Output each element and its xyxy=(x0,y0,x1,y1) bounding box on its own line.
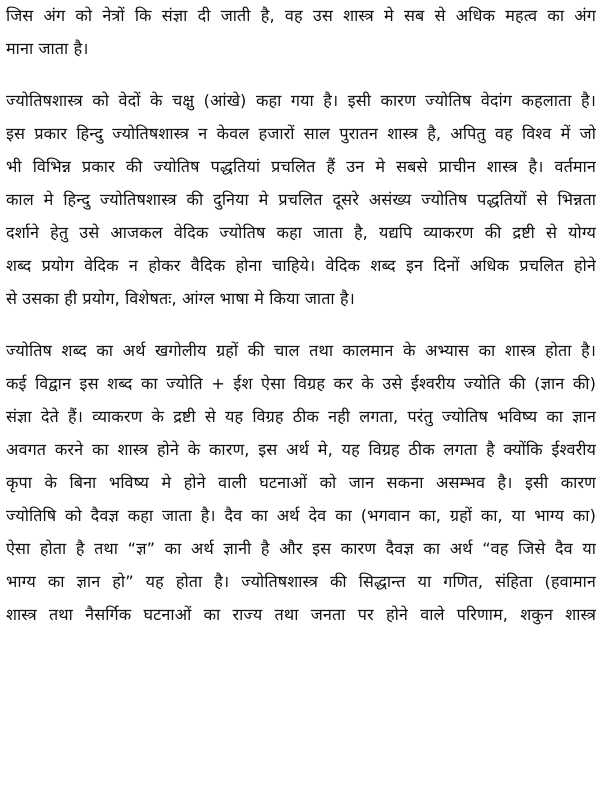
text-line: ऐसा होता है तथा “ज्ञ” का अर्थ ज्ञानी है और इस कारण दैवज्ञ का अर्थ “वह जिसे दैव या xyxy=(6,539,596,558)
paragraph-gap xyxy=(6,315,596,334)
text-line: अवगत करने का शास्त्र होने के कारण, इस अर्थ मे, यह विग्रह ठीक लगता है क्योंकि ईश्वरीय xyxy=(6,440,596,459)
text-line: संज्ञा देते हैं। व्याकरण के द्रष्टी से यह विग्रह ठीक नही लगता, परंतु ज्योतिष भविष्य का ज्ञान xyxy=(6,407,596,426)
text-line: भी विभिन्न प्रकार की ज्योतिष पद्धतियां प्रचलित हैं उन मे सबसे प्राचीन शास्त्र है। वर्तमान xyxy=(6,157,596,176)
text-line: कई विद्वान इस शब्द का ज्योति + ईश ऐसा विग्रह कर के उसे ईश्वरीय ज्योति की (ज्ञान की) xyxy=(6,374,596,393)
text-line: दर्शाने हेतु उसे आजकल वेदिक ज्योतिष कहा जाता है, यद्यपि व्याकरण की द्रष्टी से योग्य xyxy=(6,223,596,242)
paragraph-3 xyxy=(6,334,596,631)
text-line: इस प्रकार हिन्दु ज्योतिषशास्त्र न केवल हजारों साल पुरातन शास्त्र है, अपितु वह विश्व में जो xyxy=(6,124,596,143)
text-line: काल मे हिन्दु ज्योतिषशास्त्र की दुनिया मे प्रचलित दूसरे असंख्य ज्योतिष पद्धतियों से भिन्नता xyxy=(6,190,596,209)
paragraph-1 xyxy=(6,0,596,65)
text-line: ज्योतिषि को दैवज्ञ कहा जाता है। दैव का अर्थ देव का (भगवान का, ग्रहों का, या भाग्य का) xyxy=(6,506,596,525)
text-line: शब्द प्रयोग वेदिक न होकर वैदिक होना चाहिये। वेदिक शब्द इन दिनों अधिक प्रचलित होने xyxy=(6,256,596,275)
text-line: माना जाता है। xyxy=(6,39,89,58)
paragraph-gap xyxy=(6,65,596,84)
text-line: भाग्य का ज्ञान हो” यह होता है। ज्योतिषशास्त्र की सिद्धान्त या गणित, संहिता (हवामान xyxy=(6,572,596,591)
text-line: जिस अंग को नेत्रों कि संज्ञा दी जाती है, वह उस शास्त्र मे सब से अधिक महत्व का अंग xyxy=(6,6,596,25)
paragraph-2 xyxy=(6,84,596,315)
text-line: से उसका ही प्रयोग, विशेषतः, आंग्ल भाषा मे किया जाता है। xyxy=(6,289,355,308)
text-line: कृपा के बिना भविष्य मे होने वाली घटनाओं को जान सकना असम्भव है। इसी कारण xyxy=(6,473,596,492)
text-line: ज्योतिषशास्त्र को वेदों के चक्षु (आंखे) कहा गया है। इसी कारण ज्योतिष वेदांग कहलाता है। xyxy=(6,91,596,110)
text-line: ज्योतिष शब्द का अर्थ खगोलीय ग्रहों की चाल तथा कालमान के अभ्यास का शास्त्र होता है। xyxy=(6,341,596,360)
document-page xyxy=(6,0,596,793)
text-line: शास्त्र तथा नैसर्गिक घटनाओं का राज्य तथा जनता पर होने वाले परिणाम, शकुन शास्त्र xyxy=(6,605,596,624)
